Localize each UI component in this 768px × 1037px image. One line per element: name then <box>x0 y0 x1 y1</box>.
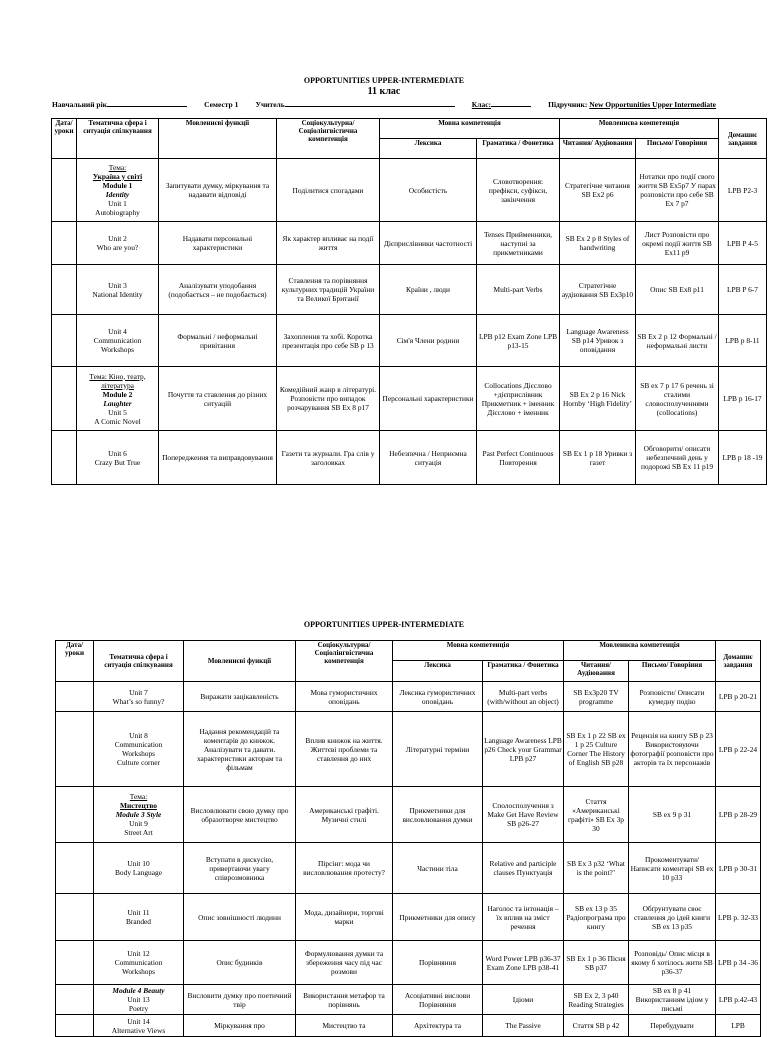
table-row <box>56 682 761 712</box>
grammar-cell: Multi-part Verbs <box>477 265 560 315</box>
writing-cell: SB ex 9 p 31 <box>629 787 716 843</box>
lesson-plan-table-2 <box>55 640 761 1037</box>
reading-cell: SB Ex 1 p 36 Пісня SB p37 <box>564 941 629 985</box>
reading-cell: SB Ex 2 p 8 Styles of handwriting <box>560 222 636 265</box>
date-cell <box>56 843 94 894</box>
date-cell <box>56 941 94 985</box>
writing-cell: Опис SB Ex8 p11 <box>636 265 719 315</box>
col-homework-header: Домашнє завдання <box>716 641 761 682</box>
col-theme-header: Тематична сфера і ситуація спілкування <box>94 641 184 682</box>
writing-cell: Розповідь/ Опис місця в якому б хотілось жити SB p36-37 <box>629 941 716 985</box>
grammar-cell: Multi-part verbs (with/without an object) <box>483 682 564 712</box>
table-row <box>56 712 761 787</box>
col-writing-header: Письмо/ Говоріння <box>629 661 716 682</box>
theme-cell: Тема: Україна у світі Module 1 Identity Unit 1 Autobiography <box>77 159 159 222</box>
col-reading-header: Читання/ Аудіювання <box>564 661 629 682</box>
date-cell <box>56 985 94 1015</box>
reading-cell: SB Ex 3 p32 ‘What is the point?’ <box>564 843 629 894</box>
theme-cell: Unit 10 Body Language <box>94 843 184 894</box>
homework-cell: LPB p 20-21 <box>716 682 761 712</box>
meta-semester: Семестр 1 <box>204 100 239 109</box>
theme-cell: Unit 4 Communication Workshops <box>77 315 159 367</box>
reading-cell: SB Ex 1 p 22 SB ex 1 p 25 Culture Corner The History of English SB p28 <box>564 712 629 787</box>
document-header-1 <box>0 76 768 98</box>
reading-cell: SB Ex3p20 TV programme <box>564 682 629 712</box>
socio-cell: Вплив книжок на життя. Життєві проблеми та ставлення до них <box>296 712 393 787</box>
writing-cell: Обґрунтувати своє ставлення до ідей книги SB ex 13 p35 <box>629 894 716 941</box>
homework-cell: LPB p 18 -19 <box>719 431 767 485</box>
date-cell <box>56 894 94 941</box>
col-socio-header: Соціокультурна/ Соціолінгвістична компетенція <box>296 641 393 682</box>
document-title: OPPORTUNITIES UPPER-INTERMEDIATE <box>303 620 465 629</box>
col-language-header: Мовна компетенція <box>380 119 560 139</box>
socio-cell: Захоплення та хобі. Коротка презентація про себе SB p 13 <box>277 315 380 367</box>
writing-cell: SB ex 8 p 41 Використанням ідіом у письмі <box>629 985 716 1015</box>
writing-cell: Розповісти/ Описати кумедну подію <box>629 682 716 712</box>
socio-cell: Ставлення та порівняння культурних традицій України та Великої Британії <box>277 265 380 315</box>
grammar-cell: The Passive <box>483 1015 564 1037</box>
table-row <box>52 431 767 485</box>
lexis-cell: Особистість <box>380 159 477 222</box>
date-cell <box>56 712 94 787</box>
table-row <box>56 941 761 985</box>
meta-year: Навчальний рік <box>52 100 187 109</box>
theme-cell: Module 4 Beauty Unit 13 Poetry <box>94 985 184 1015</box>
writing-cell: Прокоментувати/ Написати коментарі SB ex 10 p33 <box>629 843 716 894</box>
theme-cell: Unit 6 Crazy But True <box>77 431 159 485</box>
socio-cell: Пірсінг: мода чи висловлювання протесту? <box>296 843 393 894</box>
socio-cell: Мистецтво та <box>296 1015 393 1037</box>
functions-cell: Надавати персональні характеристики <box>159 222 277 265</box>
reading-cell: SB Ex 1 p 18 Уривки з газет <box>560 431 636 485</box>
grammar-cell: Tenses Прийменники, наступні за прикметниками <box>477 222 560 265</box>
lexis-cell: Прикметники для висловлювання думки <box>393 787 483 843</box>
lexis-cell: Небезпечна / Неприємна ситуація <box>380 431 477 485</box>
col-socio-header: Соціокультурна/ Соціолінгвістична компетенція <box>277 119 380 159</box>
date-cell <box>52 265 77 315</box>
table-row <box>52 367 767 431</box>
homework-cell: LPB p 34 -36 <box>716 941 761 985</box>
socio-cell: Мода, дизайнери, торгові марки <box>296 894 393 941</box>
col-writing-header: Письмо/ Говоріння <box>636 139 719 159</box>
homework-cell: LPB P2-3 <box>719 159 767 222</box>
writing-cell: SB ex 7 p 17 6 речень зі сталими словосполученнями (collocations) <box>636 367 719 431</box>
lexis-cell: Асоціативні вислови Порівняння <box>393 985 483 1015</box>
col-theme-header: Тематична сфера і ситуація спілкування <box>77 119 159 159</box>
homework-cell: LPB p 22-24 <box>716 712 761 787</box>
socio-cell: Формулювання думки та збереження часу під час розмови <box>296 941 393 985</box>
table-row <box>52 265 767 315</box>
table-row <box>56 985 761 1015</box>
grammar-cell: Word Power LPB p36-37 Exam Zone LPB p38-41 <box>483 941 564 985</box>
document-meta <box>52 100 716 109</box>
grade-title: 11 клас <box>367 86 401 97</box>
col-grammar-header: Граматика / Фонетика <box>477 139 560 159</box>
table-row <box>56 787 761 843</box>
theme-cell: Unit 8 Communication Workshops Culture corner <box>94 712 184 787</box>
functions-cell: Запитувати думку, міркування та надавати відповіді <box>159 159 277 222</box>
date-cell <box>52 222 77 265</box>
col-functions-header: Мовленнєві функції <box>184 641 296 682</box>
table-row <box>52 315 767 367</box>
reading-cell: Стаття «Американські графіті» SB Ex 3p 30 <box>564 787 629 843</box>
document-title: OPPORTUNITIES UPPER-INTERMEDIATE <box>303 76 465 85</box>
socio-cell: Використання метафор та порівнянь <box>296 985 393 1015</box>
writing-cell: Рецензія на книгу SB p 23 Використовуючи фотографії розповісти про акторів та їх персонажів <box>629 712 716 787</box>
lexis-cell: Архітектура та <box>393 1015 483 1037</box>
date-cell <box>56 1015 94 1037</box>
theme-cell: Тема: Кіно, театр, література Module 2 Laughter Unit 5 A Comic Novel <box>77 367 159 431</box>
meta-teacher: Учитель <box>255 100 454 109</box>
lexis-cell: Дієприслівники частотності <box>380 222 477 265</box>
theme-cell: Тема: Мистецтво Module 3 Style Unit 9 Street Art <box>94 787 184 843</box>
writing-cell: SB Ex 2 p 12 Формальні / неформальні листи <box>636 315 719 367</box>
date-cell <box>56 787 94 843</box>
reading-cell: SB Ex 2, 3 p40 Reading Strategies <box>564 985 629 1015</box>
grammar-cell: Collocations Дієслово +дієприслівник Прикметник + іменник Дієслово + іменник <box>477 367 560 431</box>
lexis-cell: Лексика гумористичних оповідань <box>393 682 483 712</box>
reading-cell: Стратегічне аудіювання SB Ex3p10 <box>560 265 636 315</box>
theme-cell: Unit 3 National Identity <box>77 265 159 315</box>
grammar-cell: Словотворення: префікси, суфікси, закінчення <box>477 159 560 222</box>
socio-cell: Як характер впливає на події життя <box>277 222 380 265</box>
functions-cell: Міркування про <box>184 1015 296 1037</box>
homework-cell: LPB P 6-7 <box>719 265 767 315</box>
reading-cell: SB Ex 2 p 16 Nick Hornby ‘High Fidelity’ <box>560 367 636 431</box>
functions-cell: Попередження та виправдовування <box>159 431 277 485</box>
col-reading-header: Читання/ Аудіювання <box>560 139 636 159</box>
reading-cell: SB ex 13 p 35 Радіопрограма про книгу <box>564 894 629 941</box>
table-row <box>56 894 761 941</box>
meta-class: Клас: <box>472 100 531 109</box>
col-speech-header: Мовленнєва компетенція <box>564 641 716 661</box>
functions-cell: Формальні / неформальні привітання <box>159 315 277 367</box>
table-row <box>52 159 767 222</box>
col-lexis-header: Лексика <box>393 661 483 682</box>
functions-cell: Опис зовнішності людини <box>184 894 296 941</box>
lexis-cell: Прикметники для опису <box>393 894 483 941</box>
date-cell <box>56 682 94 712</box>
col-lexis-header: Лексика <box>380 139 477 159</box>
table-row <box>56 1015 761 1037</box>
date-cell <box>52 431 77 485</box>
lexis-cell: Порівняння <box>393 941 483 985</box>
lexis-cell: Частини тіла <box>393 843 483 894</box>
theme-cell: Unit 2 Who are you? <box>77 222 159 265</box>
grammar-cell: Language Awareness LPB p26 Check your Grammar LPB p27 <box>483 712 564 787</box>
homework-cell: LPB p.42-43 <box>716 985 761 1015</box>
writing-cell: Обговорити/ описати небезпечний день у подорожі SB Ex 11 p19 <box>636 431 719 485</box>
col-grammar-header: Граматика / Фонетика <box>483 661 564 682</box>
homework-cell: LPB <box>716 1015 761 1037</box>
col-date-header: Дата/ уроки <box>52 119 77 159</box>
meta-textbook: Підручник: New Opportunities Upper Intermediate <box>548 100 716 109</box>
grammar-cell: LPB p12 Exam Zone LPB p13-15 <box>477 315 560 367</box>
table-row <box>52 222 767 265</box>
col-language-header: Мовна компетенція <box>393 641 564 661</box>
theme-cell: Unit 11 Branded <box>94 894 184 941</box>
functions-cell: Висловлювати свою думку про образотворче мистецтво <box>184 787 296 843</box>
socio-cell: Американські графіті. Музичні стилі <box>296 787 393 843</box>
homework-cell: LPB p 30-31 <box>716 843 761 894</box>
homework-cell: LPB P 4-5 <box>719 222 767 265</box>
writing-cell: Лист Розповісти про окремі події життя SB Ex11 p9 <box>636 222 719 265</box>
lexis-cell: Персональні характеристики <box>380 367 477 431</box>
col-functions-header: Мовленнєві функції <box>159 119 277 159</box>
functions-cell: Надання рекомендацій та коментарів до книжок. Аналізувати та давати. характеристики акторам та фільмам <box>184 712 296 787</box>
document-header-2 <box>0 620 768 630</box>
date-cell <box>52 159 77 222</box>
functions-cell: Аналізувати уподобання (подобається – не подобається) <box>159 265 277 315</box>
writing-cell: Нотатки про події свого життя SB Ex5p7 У парах розповісти про себе SB Ex 7 p7 <box>636 159 719 222</box>
date-cell <box>52 315 77 367</box>
homework-cell: LPB p. 32-33 <box>716 894 761 941</box>
grammar-cell: Past Perfect Continuous Повторення <box>477 431 560 485</box>
grammar-cell: Сполосполучення з Make Get Have Review SB p26-27 <box>483 787 564 843</box>
theme-cell: Unit 12 Communication Workshops <box>94 941 184 985</box>
homework-cell: LPB p 8-11 <box>719 315 767 367</box>
table-row <box>56 843 761 894</box>
grammar-cell: Relative and participle clauses Пунктуація <box>483 843 564 894</box>
reading-cell: Стаття SB p 42 <box>564 1015 629 1037</box>
functions-cell: Вступати в дискусію, привертаючи увагу співрозмовника <box>184 843 296 894</box>
writing-cell: Перебудувати <box>629 1015 716 1037</box>
functions-cell: Виражати зацікавленість <box>184 682 296 712</box>
reading-cell: Стратегічне читання SB Ex2 p6 <box>560 159 636 222</box>
socio-cell: Поділитися спогадами <box>277 159 380 222</box>
homework-cell: LPB p 28-29 <box>716 787 761 843</box>
functions-cell: Почуття та ставлення до різних ситуацій <box>159 367 277 431</box>
grammar-cell: Наголос та інтонація – їх вплив на зміст речення <box>483 894 564 941</box>
lexis-cell: Країни , люди <box>380 265 477 315</box>
theme-cell: Unit 7 What’s so funny? <box>94 682 184 712</box>
homework-cell: LPB p 16-17 <box>719 367 767 431</box>
lesson-plan-table-1 <box>51 118 767 485</box>
functions-cell: Опис будинків <box>184 941 296 985</box>
theme-cell: Unit 14 Alternative Views <box>94 1015 184 1037</box>
grammar-cell: Ідіоми <box>483 985 564 1015</box>
lexis-cell: Літературні терміни <box>393 712 483 787</box>
date-cell <box>52 367 77 431</box>
socio-cell: Комедійний жанр в літературі. Розповісти про випадок розчарування SB Ex 8 p17 <box>277 367 380 431</box>
socio-cell: Газети та журнали. Гра слів у заголовках <box>277 431 380 485</box>
col-speech-header: Мовленнєва компетенція <box>560 119 719 139</box>
functions-cell: Висловити думку про поетичний твір <box>184 985 296 1015</box>
lexis-cell: Сім'я Члени родини <box>380 315 477 367</box>
reading-cell: Language Awareness SB p14 Уривок з оповідання <box>560 315 636 367</box>
col-date-header: Дата/ уроки <box>56 641 94 682</box>
socio-cell: Мова гумористичних оповідань <box>296 682 393 712</box>
col-homework-header: Домашнє завдання <box>719 119 767 159</box>
